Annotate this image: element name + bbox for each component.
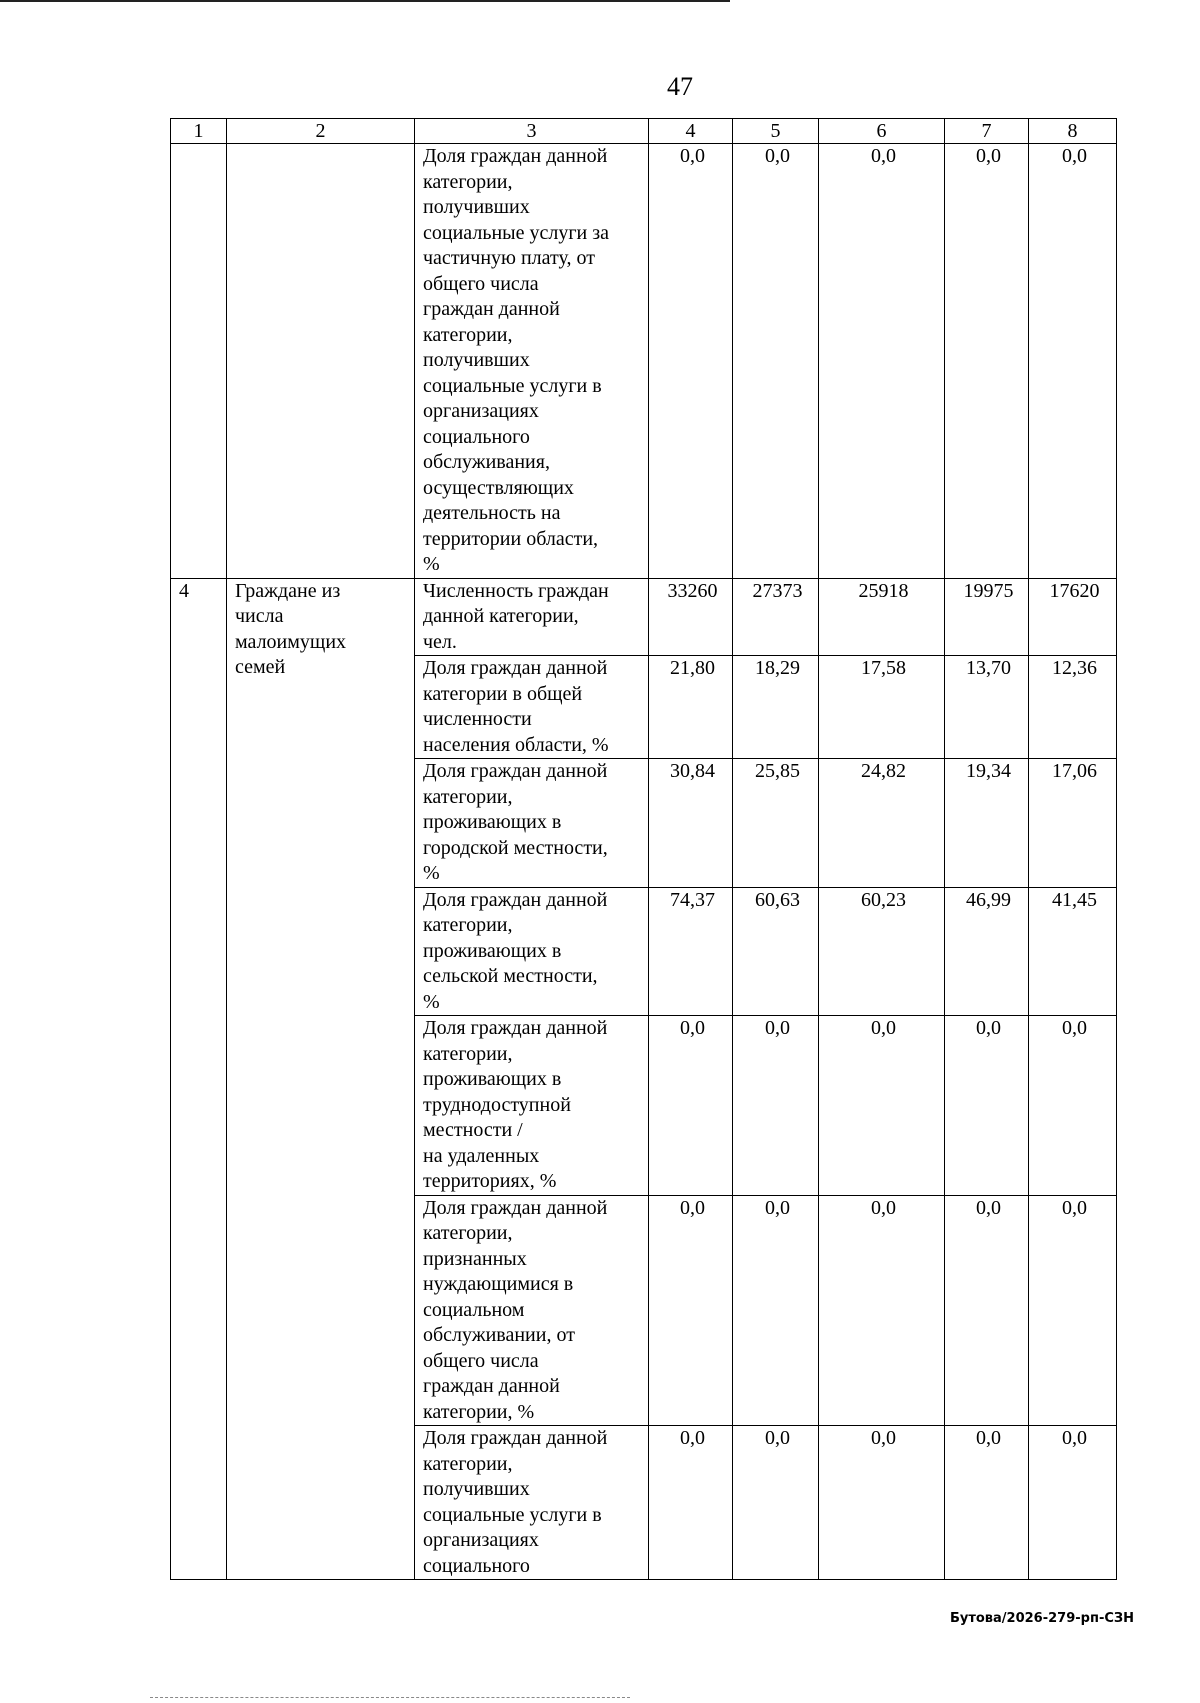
header-cell: 3 [415,119,649,144]
value-cell: 19,34 [945,759,1029,888]
scan-top-edge-mark [0,0,730,5]
value-cell: 18,29 [733,656,819,759]
indicator-cell [415,578,649,656]
value-cell: 0,0 [819,1016,945,1196]
indicator-cell-text: Доля граждан данной категории, проживающих в городской местности, % [423,760,608,884]
header-cell: 7 [945,119,1029,144]
header-cell: 5 [733,119,819,144]
indicator-cell [415,887,649,1016]
value-cell: 25918 [819,578,945,656]
value-cell: 0,0 [819,1195,945,1426]
value-cell: 74,37 [649,887,733,1016]
indicator-cell [415,656,649,759]
value-cell: 13,70 [945,656,1029,759]
page-number: 47 [667,72,693,101]
value-cell: 0,0 [945,1195,1029,1426]
value-cell: 0,0 [945,1426,1029,1580]
value-cell: 30,84 [649,759,733,888]
value-cell: 12,36 [1029,656,1117,759]
index-cell-empty [171,144,227,579]
value-cell: 0,0 [819,1426,945,1580]
value-cell: 0,0 [819,144,945,579]
value-cell: 27373 [733,578,819,656]
value-cell: 0,0 [945,144,1029,579]
value-cell: 21,80 [649,656,733,759]
indicator-cell-text: Доля граждан данной категории, проживающих в сельской местности, % [423,888,608,1013]
group-category-cell [227,578,415,1580]
group-index-cell: 4 [171,578,227,1580]
value-cell: 41,45 [1029,887,1117,1016]
header-cell: 4 [649,119,733,144]
category-cell-empty [227,144,415,579]
header-cell: 6 [819,119,945,144]
value-cell: 0,0 [733,144,819,579]
scan-bottom-edge-mark [150,1697,630,1698]
indicator-cell-text: Доля граждан данной категории, признанных нуждающимися в социальном обслуживании, от общего числа граждан данной категории, % [423,1196,608,1423]
value-cell: 0,0 [733,1195,819,1426]
document-reference-code: Бутова/2026-279-рп-СЗН [949,1611,1134,1626]
value-cell: 46,99 [945,887,1029,1016]
value-cell: 0,0 [1029,1195,1117,1426]
value-cell: 0,0 [1029,1016,1117,1196]
indicator-cell [415,1016,649,1196]
header-row [171,119,1117,144]
value-cell: 19975 [945,578,1029,656]
value-cell: 17620 [1029,578,1117,656]
value-cell: 0,0 [649,1016,733,1196]
indicator-cell-text: Доля граждан данной категории, получивших социальные услуги в организациях социального [423,1427,608,1577]
header-cell: 1 [171,119,227,144]
value-cell: 0,0 [1029,144,1117,579]
indicator-cell-text: Доля граждан данной категории, получивших социальные услуги за частичную плату, от общего числа граждан данной категории, получивших социальные услуги в организациях социального обслуживания, осуществляющих деятельность на территории области, % [423,145,609,575]
header-cell: 8 [1029,119,1117,144]
table-body [171,119,1117,1580]
header-cell: 2 [227,119,415,144]
value-cell: 0,0 [649,1426,733,1580]
value-cell: 17,58 [819,656,945,759]
table-row [171,144,1117,579]
value-cell: 17,06 [1029,759,1117,888]
table-row [171,578,1117,656]
value-cell: 25,85 [733,759,819,888]
indicator-cell-text: Доля граждан данной категории, проживающих в труднодоступной местности / на удаленных территориях, % [423,1017,608,1192]
value-cell: 60,63 [733,887,819,1016]
value-cell: 33260 [649,578,733,656]
value-cell: 24,82 [819,759,945,888]
indicator-cell-text: Доля граждан данной категории в общей численности населения области, % [423,657,609,756]
indicator-cell [415,144,649,579]
indicator-cell-text: Численность граждан данной категории, чел. [423,579,609,653]
indicator-cell [415,759,649,888]
value-cell: 0,0 [733,1426,819,1580]
value-cell: 0,0 [945,1016,1029,1196]
value-cell: 0,0 [649,1195,733,1426]
value-cell: 0,0 [733,1016,819,1196]
value-cell: 60,23 [819,887,945,1016]
indicator-cell [415,1426,649,1580]
indicator-cell [415,1195,649,1426]
group-category-cell-text: Граждане из числа малоимущих семей [235,579,347,678]
value-cell: 0,0 [649,144,733,579]
indicators-table [170,118,1117,1580]
value-cell: 0,0 [1029,1426,1117,1580]
